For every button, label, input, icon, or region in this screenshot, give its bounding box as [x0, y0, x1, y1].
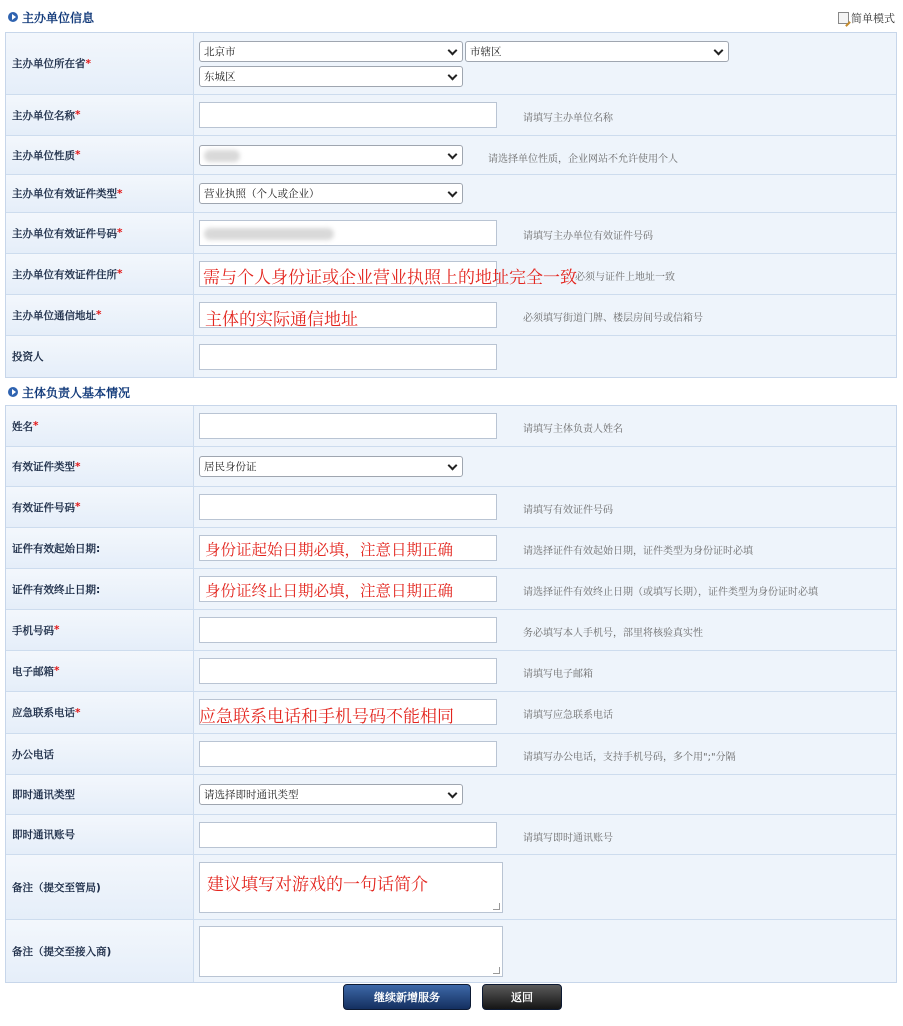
name-label: 姓名 *	[6, 406, 194, 446]
row-im-account	[6, 815, 896, 855]
cert-no-label: 主办单位有效证件号码 *	[6, 213, 194, 253]
name-hint: 请填写主体负责人姓名	[523, 424, 623, 435]
row-mail-addr	[6, 295, 896, 336]
row-cert-type	[6, 175, 896, 213]
remark-admin-label: 备注（提交至管局)	[6, 855, 194, 919]
back-button[interactable]: 返回	[482, 984, 562, 1010]
row-id-end	[6, 569, 896, 610]
emergency-label: 应急联系电话 *	[6, 692, 194, 733]
email-input[interactable]	[199, 658, 497, 684]
cert-addr-annotation: 需与个人身份证或企业营业执照上的地址完全一致	[203, 268, 577, 288]
section-header-unit-info	[0, 6, 903, 28]
row-province	[6, 33, 896, 95]
row-id-type	[6, 447, 896, 487]
cert-type-label: 主办单位有效证件类型 *	[6, 175, 194, 212]
cert-no-input[interactable]	[199, 220, 497, 246]
cert-type-select[interactable]: 营业执照（个人或企业）	[199, 183, 463, 204]
remark-isp-label: 备注（提交至接入商)	[6, 920, 194, 982]
chevron-down-icon	[448, 461, 458, 471]
id-start-label: 证件有效起始日期:	[6, 528, 194, 568]
person-info-table	[5, 405, 897, 983]
im-account-hint: 请填写即时通讯账号	[523, 833, 613, 844]
office-hint: 请填写办公电话，支持手机号码，多个用";"分隔	[523, 752, 736, 763]
unit-name-input[interactable]	[199, 102, 497, 128]
chevron-down-icon	[448, 71, 458, 81]
mail-addr-label: 主办单位通信地址 *	[6, 295, 194, 335]
row-unit-name	[6, 95, 896, 136]
row-cert-addr	[6, 254, 896, 295]
cert-no-hint: 请填写主办单位有效证件号码	[523, 231, 653, 242]
chevron-down-icon	[448, 46, 458, 56]
id-type-select[interactable]: 居民身份证	[199, 456, 463, 477]
remark-admin-annotation: 建议填写对游戏的一句话简介	[207, 875, 428, 895]
row-id-start	[6, 528, 896, 569]
redacted-value	[204, 150, 240, 162]
section-bullet-icon	[8, 387, 18, 397]
name-input[interactable]	[199, 413, 497, 439]
row-remark-isp	[6, 920, 896, 982]
unit-nature-hint: 请选择单位性质，企业网站不允许使用个人	[488, 154, 678, 165]
mobile-label: 手机号码 *	[6, 610, 194, 650]
id-end-annotation: 身份证终止日期必填，注意日期正确	[205, 582, 454, 600]
chevron-down-icon	[448, 188, 458, 198]
section-header-person-info	[0, 381, 903, 403]
row-emergency	[6, 692, 896, 734]
id-end-hint: 请选择证件有效终止日期（或填写长期），证件类型为身份证时必填	[523, 587, 818, 598]
chevron-down-icon	[448, 150, 458, 160]
mail-addr-annotation: 主体的实际通信地址	[205, 310, 358, 330]
email-hint: 请填写电子邮箱	[523, 669, 593, 680]
im-type-label: 即时通讯类型	[6, 775, 194, 814]
remark-isp-textarea[interactable]	[199, 926, 503, 977]
district-select[interactable]: 东城区	[199, 66, 463, 87]
province-select[interactable]: 北京市	[199, 41, 463, 62]
city-select[interactable]: 市辖区	[465, 41, 729, 62]
im-type-select[interactable]: 请选择即时通讯类型	[199, 784, 463, 805]
cert-addr-label: 主办单位有效证件住所 *	[6, 254, 194, 294]
row-investor	[6, 336, 896, 377]
row-im-type	[6, 775, 896, 815]
id-start-annotation: 身份证起始日期必填，注意日期正确	[205, 541, 454, 559]
simple-mode-link[interactable]	[838, 10, 895, 26]
mobile-hint: 务必填写本人手机号，部里将核验真实性	[523, 628, 703, 639]
emergency-annotation: 应急联系电话和手机号码不能相同	[199, 707, 454, 727]
id-end-label: 证件有效终止日期:	[6, 569, 194, 609]
row-cert-no	[6, 213, 896, 254]
unit-name-hint: 请填写主办单位名称	[523, 113, 613, 124]
id-no-hint: 请填写有效证件号码	[523, 505, 613, 516]
im-account-label: 即时通讯账号	[6, 815, 194, 854]
im-account-input[interactable]	[199, 822, 497, 848]
row-mobile	[6, 610, 896, 651]
office-input[interactable]	[199, 741, 497, 767]
mobile-input[interactable]	[199, 617, 497, 643]
office-label: 办公电话	[6, 734, 194, 774]
unit-nature-label: 主办单位性质 *	[6, 136, 194, 174]
section-bullet-icon	[8, 12, 18, 22]
id-type-label: 有效证件类型 *	[6, 447, 194, 486]
row-name	[6, 406, 896, 447]
province-label: 主办单位所在省 *	[6, 33, 194, 94]
redacted-value	[204, 228, 334, 240]
unit-info-table	[5, 32, 897, 378]
resize-grip-icon[interactable]	[493, 967, 500, 974]
chevron-down-icon	[714, 46, 724, 56]
id-no-label: 有效证件号码 *	[6, 487, 194, 527]
chevron-down-icon	[448, 789, 458, 799]
cert-addr-hint: 必须与证件上地址一致	[575, 272, 675, 283]
section-title: 主办单位信息	[22, 10, 95, 25]
unit-nature-select[interactable]	[199, 145, 463, 166]
row-email	[6, 651, 896, 692]
edit-document-icon	[838, 12, 849, 24]
email-label: 电子邮箱 *	[6, 651, 194, 691]
row-remark-admin	[6, 855, 896, 920]
continue-add-service-button[interactable]: 继续新增服务	[343, 984, 471, 1010]
investor-label: 投资人	[6, 336, 194, 377]
id-start-hint: 请选择证件有效起始日期，证件类型为身份证时必填	[523, 546, 753, 557]
id-no-input[interactable]	[199, 494, 497, 520]
investor-input[interactable]	[199, 344, 497, 370]
row-unit-nature	[6, 136, 896, 175]
emergency-hint: 请填写应急联系电话	[523, 710, 613, 721]
mail-addr-hint: 必须填写街道门牌、楼层房间号或信箱号	[523, 313, 703, 324]
unit-name-label: 主办单位名称 *	[6, 95, 194, 135]
row-id-no	[6, 487, 896, 528]
section-title: 主体负责人基本情况	[22, 385, 131, 400]
row-office	[6, 734, 896, 775]
simple-mode-label: 简单模式	[851, 12, 895, 25]
resize-grip-icon[interactable]	[493, 903, 500, 910]
